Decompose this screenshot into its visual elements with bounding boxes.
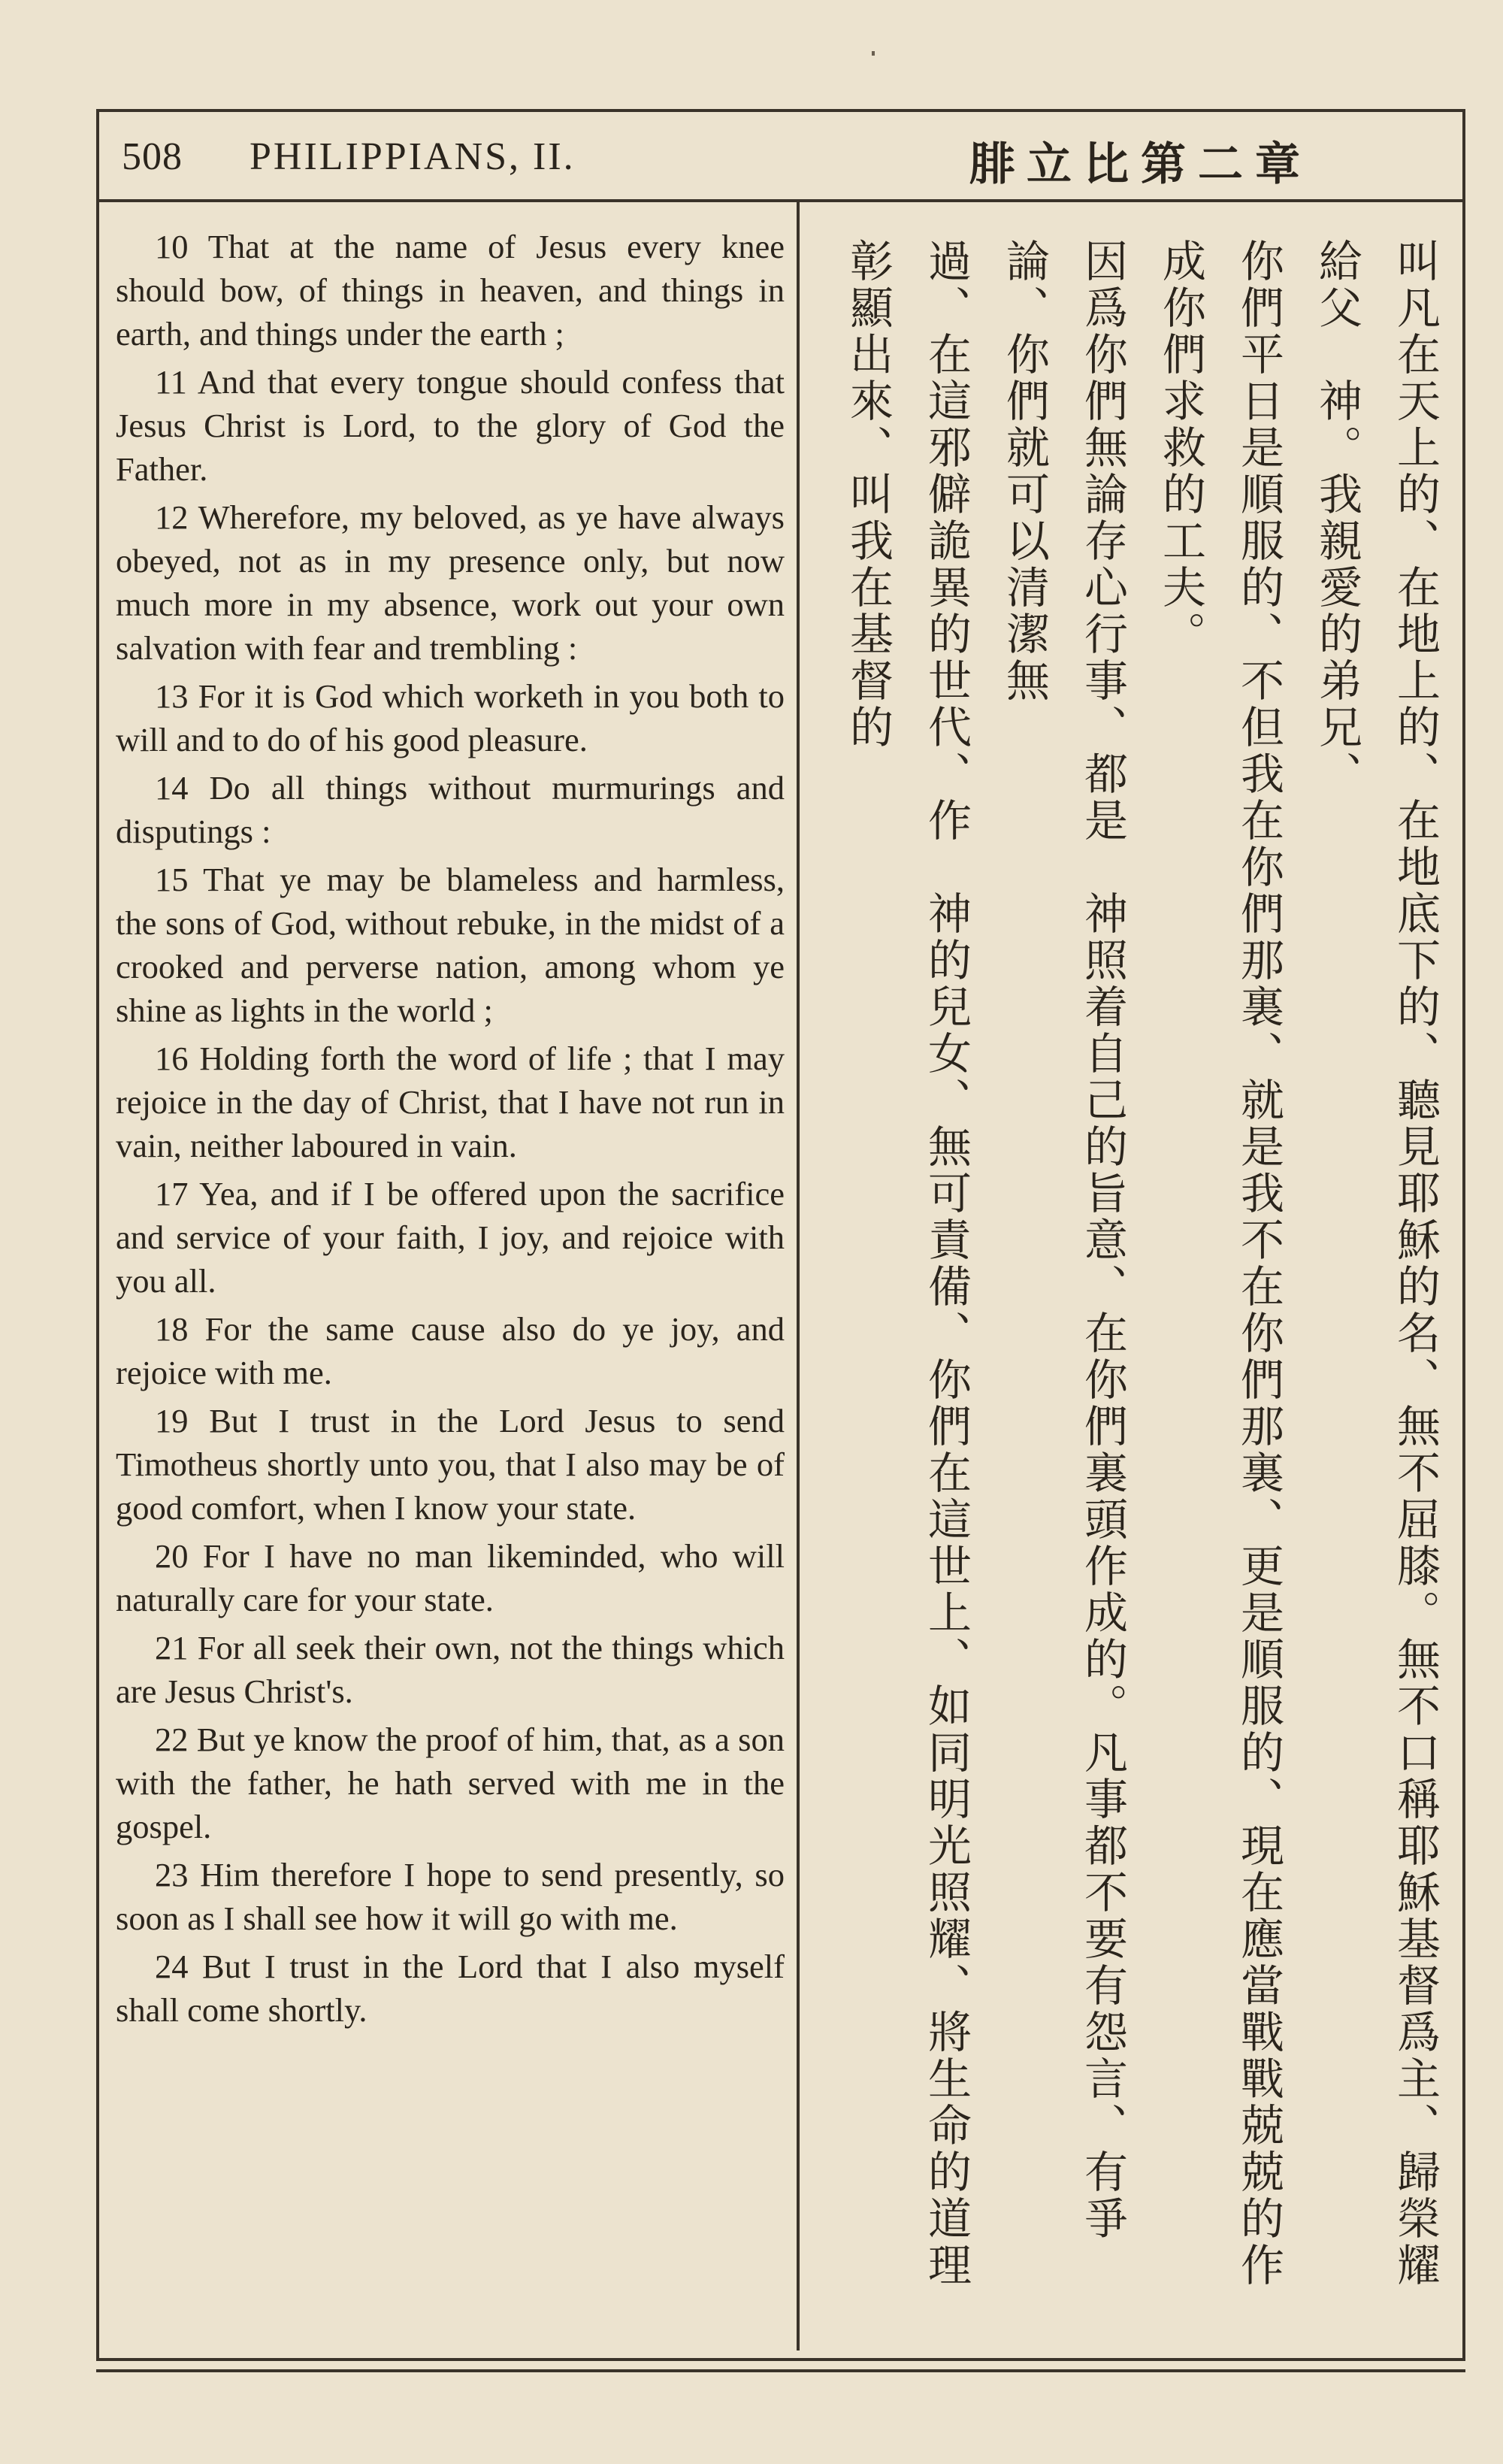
verse-23: 23 Him therefore I hope to send presently, so soon as I shall see how it will go with me. bbox=[116, 1856, 785, 1937]
running-title: PHILIPPIANS, II. bbox=[249, 135, 576, 178]
chinese-running-title: 腓立比第二章 bbox=[969, 138, 1312, 191]
verse-10: 10 That at the name of Jesus every knee should bow, of things in heaven, and things in earth, and things under the earth ; bbox=[116, 228, 785, 353]
scan-mark bbox=[872, 51, 875, 56]
verse-19: 19 But I trust in the Lord Jesus to send Timotheus shortly unto you, that I also may be of good comfort, when I know your state. bbox=[116, 1402, 785, 1527]
chinese-line-3: 因爲你們無論存心行事、都是 神照着自己的旨意、在你們裏頭作成的。凡事都不要有怨言、有爭論、你們就可以清潔無 bbox=[999, 238, 1128, 2242]
verse-15: 15 That ye may be blameless and harmless, the sons of God, without rebuke, in the midst of a crooked and perverse nation, among whom ye shine as lights in the world ; bbox=[116, 861, 785, 1029]
verse-12: 12 Wherefore, my beloved, as ye have always obeyed, not as in my presence only, but now much more in my absence, work out your own salvation with fear and trembling : bbox=[116, 498, 785, 667]
verse-24: 24 But I trust in the Lord that I also myself shall come shortly. bbox=[116, 1948, 785, 2029]
verse-21: 21 For all seek their own, not the things which are Jesus Christ's. bbox=[116, 1629, 785, 1710]
verse-14: 14 Do all things without murmurings and disputings : bbox=[116, 769, 785, 850]
page-number: 508 bbox=[122, 135, 183, 178]
verse-11: 11 And that every tongue should confess that Jesus Christ is Lord, to the glory of God the Father. bbox=[116, 363, 785, 488]
verse-22: 22 But ye know the proof of him, that, as a son with the father, he hath served with me in the gospel. bbox=[116, 1721, 785, 1845]
chinese-line-2: 你們平日是順服的、不但我在你們那裏、就是我不在你們那裏、更是順服的、現在應當戰戰兢兢的作成你們求救的工夫。 bbox=[1155, 238, 1284, 2289]
column-divider bbox=[797, 202, 800, 2350]
verse-17: 17 Yea, and if I be offered upon the sacrifice and service of your faith, I joy, and rejoice with you all. bbox=[116, 1175, 785, 1300]
page-header bbox=[99, 112, 1462, 202]
chinese-line-1: 叫凡在天上的、在地上的、在地底下的、聽見耶穌的名、無不屈膝。無不口稱耶穌基督爲主、歸榮耀給父 神。我親愛的弟兄、 bbox=[1311, 238, 1441, 2289]
chinese-text-column bbox=[819, 238, 1454, 2328]
chinese-line-4: 過、在這邪僻詭異的世代、作 神的兒女、無可責備、你們在這世上、如同明光照耀、將生命的道理彰顯出來、叫我在基督的 bbox=[842, 238, 972, 2289]
bottom-rule bbox=[96, 2369, 1465, 2372]
chinese-line-5 bbox=[819, 238, 829, 2328]
verse-18: 18 For the same cause also do ye joy, and rejoice with me. bbox=[116, 1310, 785, 1391]
page-frame bbox=[96, 109, 1465, 2361]
verse-20: 20 For I have no man likeminded, who will naturally care for your state. bbox=[116, 1537, 785, 1618]
verse-13: 13 For it is God which worketh in you both to will and to do of his good pleasure. bbox=[116, 677, 785, 758]
verse-16: 16 Holding forth the word of life ; that I may rejoice in the day of Christ, that I have not run in vain, neither laboured in vain. bbox=[116, 1040, 785, 1164]
english-text-column bbox=[116, 225, 785, 2036]
